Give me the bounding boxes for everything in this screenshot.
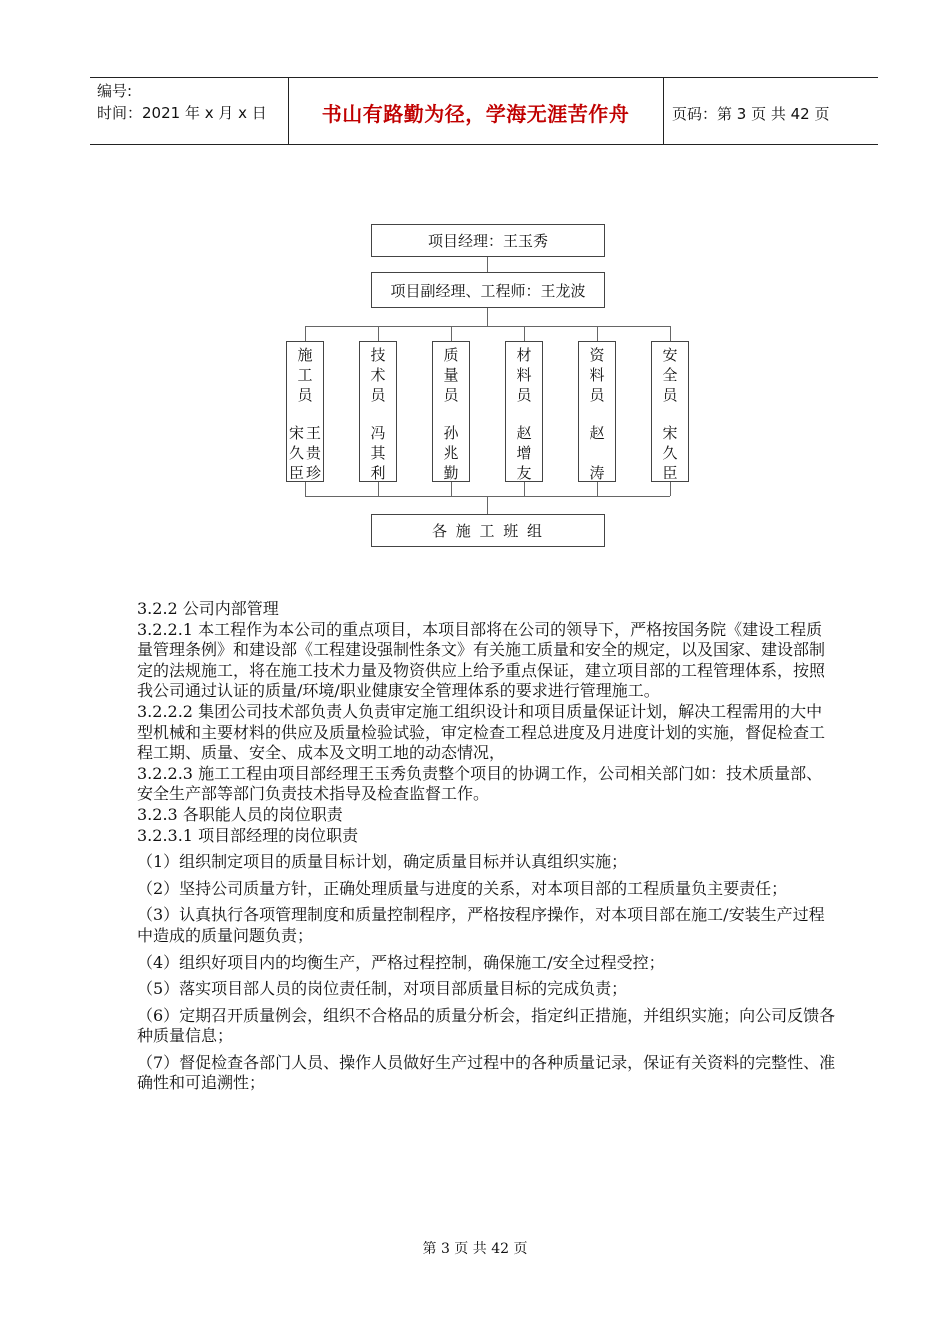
role-label: 材 料 员	[516, 346, 532, 404]
org-manager-box: 项目经理：王玉秀	[371, 224, 605, 257]
list-item: （3）认真执行各项管理制度和质量控制程序，严格按程序操作，对本项目部在施工/安装生产过程中造成的质量问题负责；	[137, 905, 825, 945]
header-motto: 书山有路勤为径，学海无涯苦作舟	[321, 102, 630, 126]
list-item: （7）督促检查各部门人员、操作人员做好生产过程中的各种质量记录，保证有关资料的完整性、准确性和可追溯性；	[137, 1052, 836, 1093]
org-deputy-box: 项目副经理、工程师：王龙波	[371, 272, 605, 308]
section-heading: 3.2.3.1 项目部经理的岗位职责	[137, 825, 359, 845]
role-names: 宋 久 臣 王 贵 珍	[288, 424, 321, 482]
org-drop-1-bottom	[305, 482, 306, 496]
role-label: 技 术 员	[370, 346, 386, 404]
header-meta	[97, 80, 267, 124]
paragraph: 3.2.2.1 本工程作为本公司的重点项目，本项目部将在公司的领导下，严格按国务院《建设工程质量管理条例》和建设部《工程建设强制性条文》有关施工质量和安全的规定，以及国家、建设部制定的法规施工，将在施工技术力量及物资供应上给予重点保证，建立项目部的工程管理体系，按照我公司通过认证的质量/环境/职业健康安全管理体系的要求进行管理施工。	[137, 619, 826, 701]
org-connector-teams	[487, 496, 488, 514]
org-role-documentation-officer	[578, 341, 616, 482]
org-top-bus	[305, 326, 670, 327]
org-drop-4-bottom	[524, 482, 525, 496]
document-body	[137, 599, 837, 1094]
org-drop-5-top	[597, 326, 598, 341]
header-number-label: 编号:	[97, 82, 133, 100]
org-role-materials-officer	[505, 341, 543, 482]
org-drop-1-top	[305, 326, 306, 341]
paragraph: 3.2.2.2 集团公司技术部负责人负责审定施工组织设计和项目质量保证计划，解决工程需用的大中型机械和主要材料的供应及质量检验试验，审定检查工程总进度及月进度计划的实施，督促检查工程工期、质量、安全、成本及文明工地的动态情况，	[137, 701, 826, 763]
section-heading: 3.2.2 公司内部管理	[137, 599, 279, 618]
page-footer: 第 3 页 共 42 页	[422, 1241, 528, 1257]
header-top-rule	[90, 77, 878, 78]
role-name: 冯 其 利	[370, 424, 386, 482]
role-label: 资 料 员	[589, 346, 605, 404]
org-drop-5-bottom	[597, 482, 598, 496]
role-label: 质 量 员	[443, 346, 459, 404]
org-drop-3-top	[451, 326, 452, 341]
role-name: 赵 涛	[589, 424, 605, 482]
org-role-quality-inspector	[432, 341, 470, 482]
header-bottom-rule	[90, 144, 878, 145]
org-role-technician	[359, 341, 397, 482]
org-role-safety-officer	[651, 341, 689, 482]
header-divider-right	[663, 78, 664, 145]
org-drop-4-top	[524, 326, 525, 341]
org-drop-6-top	[670, 326, 671, 341]
list-item: （6）定期召开质量例会，组织不合格品的质量分析会，指定纠正措施，并组织实施；向公司反馈各种质量信息；	[137, 1005, 836, 1046]
org-drop-2-top	[378, 326, 379, 341]
header-time-label: 时间：2021 年 x 月 x 日	[97, 104, 267, 122]
list-item: （5）落实项目部人员的岗位责任制，对项目部质量目标的完成负责；	[137, 979, 628, 999]
org-drop-3-bottom	[451, 482, 452, 496]
role-name: 孙 兆 勤	[443, 424, 459, 482]
list-item: （2）坚持公司质量方针，正确处理质量与进度的关系，对本项目部的工程质量负主要责任；	[137, 878, 788, 898]
list-item: （4）组织好项目内的均衡生产，严格过程控制，确保施工/安全过程受控；	[137, 952, 665, 972]
section-heading: 3.2.3 各职能人员的岗位职责	[137, 804, 343, 824]
header-page-info: 页码：第 3 页 共 42 页	[672, 105, 830, 123]
list-item: （1）组织制定项目的质量目标计划，确定质量目标并认真组织实施；	[137, 852, 628, 872]
role-name: 宋 久 臣	[662, 424, 678, 482]
paragraph: 3.2.2.3 施工工程由项目部经理王玉秀负责整个项目的协调工作，公司相关部门如：技术质量部、安全生产部等部门负责技术指导及检查监督工作。	[137, 763, 823, 804]
role-name: 赵 增 友	[516, 424, 532, 482]
org-connector-deputy-bus	[487, 308, 488, 326]
org-drop-2-bottom	[378, 482, 379, 496]
org-drop-6-bottom	[670, 482, 671, 496]
role-label: 施 工 员	[297, 346, 313, 404]
org-role-construction-worker	[286, 341, 324, 482]
role-label: 安 全 员	[662, 346, 678, 404]
org-connector-manager-deputy	[487, 257, 488, 272]
org-teams-box: 各 施 工 班 组	[371, 514, 605, 547]
